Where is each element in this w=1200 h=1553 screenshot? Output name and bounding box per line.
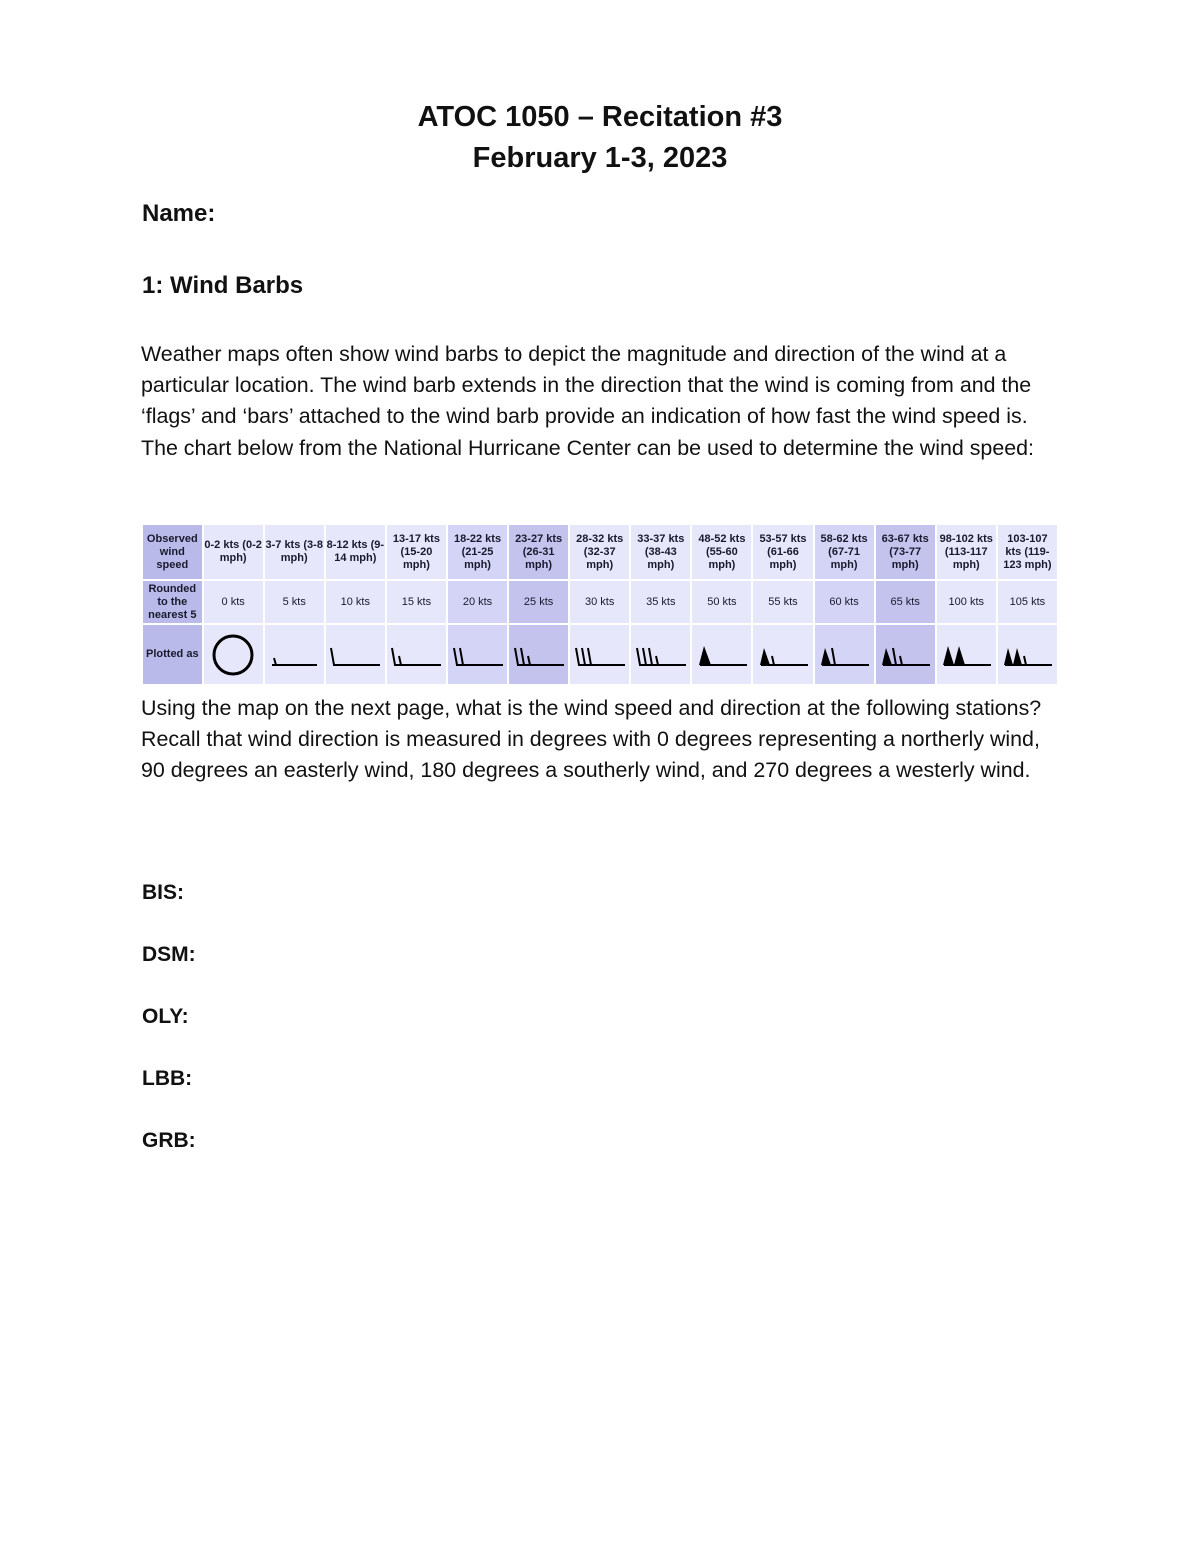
intro-paragraph: Weather maps often show wind barbs to depict the magnitude and direction of the wind at a particular location. The wind barb extends in the direction that the wind is coming from and the ‘flags’ and ‘bars’ attached to the wind barb provide an indication of how fast the wind speed is. The chart below from the National Hurricane Center can be used to determine the wind speed: bbox=[141, 342, 1034, 460]
barb-65kt-icon bbox=[878, 630, 932, 680]
observed-cell: 23-27 kts (26-31 mph) bbox=[509, 525, 568, 579]
station-lbb-label: LBB: bbox=[142, 1067, 193, 1090]
barb-35kt-icon bbox=[634, 630, 688, 680]
barb-15kt-icon bbox=[389, 630, 443, 680]
barb-105kt-icon bbox=[1000, 630, 1054, 680]
plotted-cell bbox=[204, 625, 263, 684]
row-header-rounded: Rounded to the nearest 5 bbox=[143, 581, 202, 623]
barb-60kt-icon bbox=[817, 630, 871, 680]
rounded-cell: 10 kts bbox=[326, 581, 385, 623]
rounded-cell: 25 kts bbox=[509, 581, 568, 623]
observed-cell: 58-62 kts (67-71 mph) bbox=[815, 525, 874, 579]
observed-cell: 28-32 kts (32-37 mph) bbox=[570, 525, 629, 579]
rounded-cell: 50 kts bbox=[692, 581, 751, 623]
plotted-cell bbox=[876, 625, 935, 684]
rounded-cell: 15 kts bbox=[387, 581, 446, 623]
calm-circle-icon bbox=[206, 630, 260, 680]
rounded-speed-row bbox=[143, 581, 1057, 623]
row-header-observed: Observed wind speed bbox=[143, 525, 202, 579]
barb-25kt-icon bbox=[512, 630, 566, 680]
rounded-cell: 60 kts bbox=[815, 581, 874, 623]
plotted-cell bbox=[265, 625, 324, 684]
plotted-cell bbox=[815, 625, 874, 684]
rounded-cell: 30 kts bbox=[570, 581, 629, 623]
observed-cell: 13-17 kts (15-20 mph) bbox=[387, 525, 446, 579]
observed-speed-row bbox=[143, 525, 1057, 579]
barb-20kt-icon bbox=[451, 630, 505, 680]
name-label: Name: bbox=[142, 200, 216, 227]
worksheet-date: February 1-3, 2023 bbox=[472, 142, 728, 174]
plotted-cell bbox=[692, 625, 751, 684]
rounded-cell: 35 kts bbox=[631, 581, 690, 623]
rounded-cell: 0 kts bbox=[204, 581, 263, 623]
rounded-cell: 65 kts bbox=[876, 581, 935, 623]
rounded-cell: 20 kts bbox=[448, 581, 507, 623]
plotted-row bbox=[143, 625, 1057, 684]
rounded-cell: 55 kts bbox=[753, 581, 812, 623]
observed-cell: 8-12 kts (9-14 mph) bbox=[326, 525, 385, 579]
station-dsm-label: DSM: bbox=[142, 943, 196, 966]
plotted-cell bbox=[753, 625, 812, 684]
plotted-cell bbox=[570, 625, 629, 684]
plotted-cell bbox=[509, 625, 568, 684]
observed-cell: 18-22 kts (21-25 mph) bbox=[448, 525, 507, 579]
barb-50kt-icon bbox=[695, 630, 749, 680]
observed-cell: 98-102 kts (113-117 mph) bbox=[937, 525, 996, 579]
observed-cell: 0-2 kts (0-2 mph) bbox=[204, 525, 263, 579]
observed-cell: 53-57 kts (61-66 mph) bbox=[753, 525, 812, 579]
observed-cell: 33-37 kts (38-43 mph) bbox=[631, 525, 690, 579]
station-oly-label: OLY: bbox=[142, 1005, 189, 1028]
worksheet-title: ATOC 1050 – Recitation #3 bbox=[417, 101, 783, 133]
rounded-cell: 100 kts bbox=[937, 581, 996, 623]
rounded-cell: 5 kts bbox=[265, 581, 324, 623]
plotted-cell bbox=[387, 625, 446, 684]
rounded-cell: 105 kts bbox=[998, 581, 1057, 623]
observed-cell: 3-7 kts (3-8 mph) bbox=[265, 525, 324, 579]
observed-cell: 48-52 kts (55-60 mph) bbox=[692, 525, 751, 579]
plotted-cell bbox=[326, 625, 385, 684]
plotted-cell bbox=[937, 625, 996, 684]
row-header-plotted: Plotted as bbox=[143, 625, 202, 684]
barb-10kt-icon bbox=[328, 630, 382, 680]
section-heading: 1: Wind Barbs bbox=[142, 272, 304, 299]
plotted-cell bbox=[631, 625, 690, 684]
barb-100kt-icon bbox=[939, 630, 993, 680]
barb-5kt-icon bbox=[267, 630, 321, 680]
plotted-cell bbox=[998, 625, 1057, 684]
observed-cell: 63-67 kts (73-77 mph) bbox=[876, 525, 935, 579]
wind-barb-chart bbox=[141, 523, 1059, 686]
barb-55kt-icon bbox=[756, 630, 810, 680]
barb-30kt-icon bbox=[573, 630, 627, 680]
station-grb-label: GRB: bbox=[142, 1129, 196, 1152]
station-bis-label: BIS: bbox=[142, 881, 184, 904]
observed-cell: 103-107 kts (119-123 mph) bbox=[998, 525, 1057, 579]
plotted-cell bbox=[448, 625, 507, 684]
question-paragraph: Using the map on the next page, what is the wind speed and direction at the following stations? Recall that wind direction is measured in degrees with 0 degrees representing a northerly wind, 90 degrees an easterly wind, 180 degrees a southerly wind, and 270 degrees a westerly wind. bbox=[141, 696, 1042, 783]
